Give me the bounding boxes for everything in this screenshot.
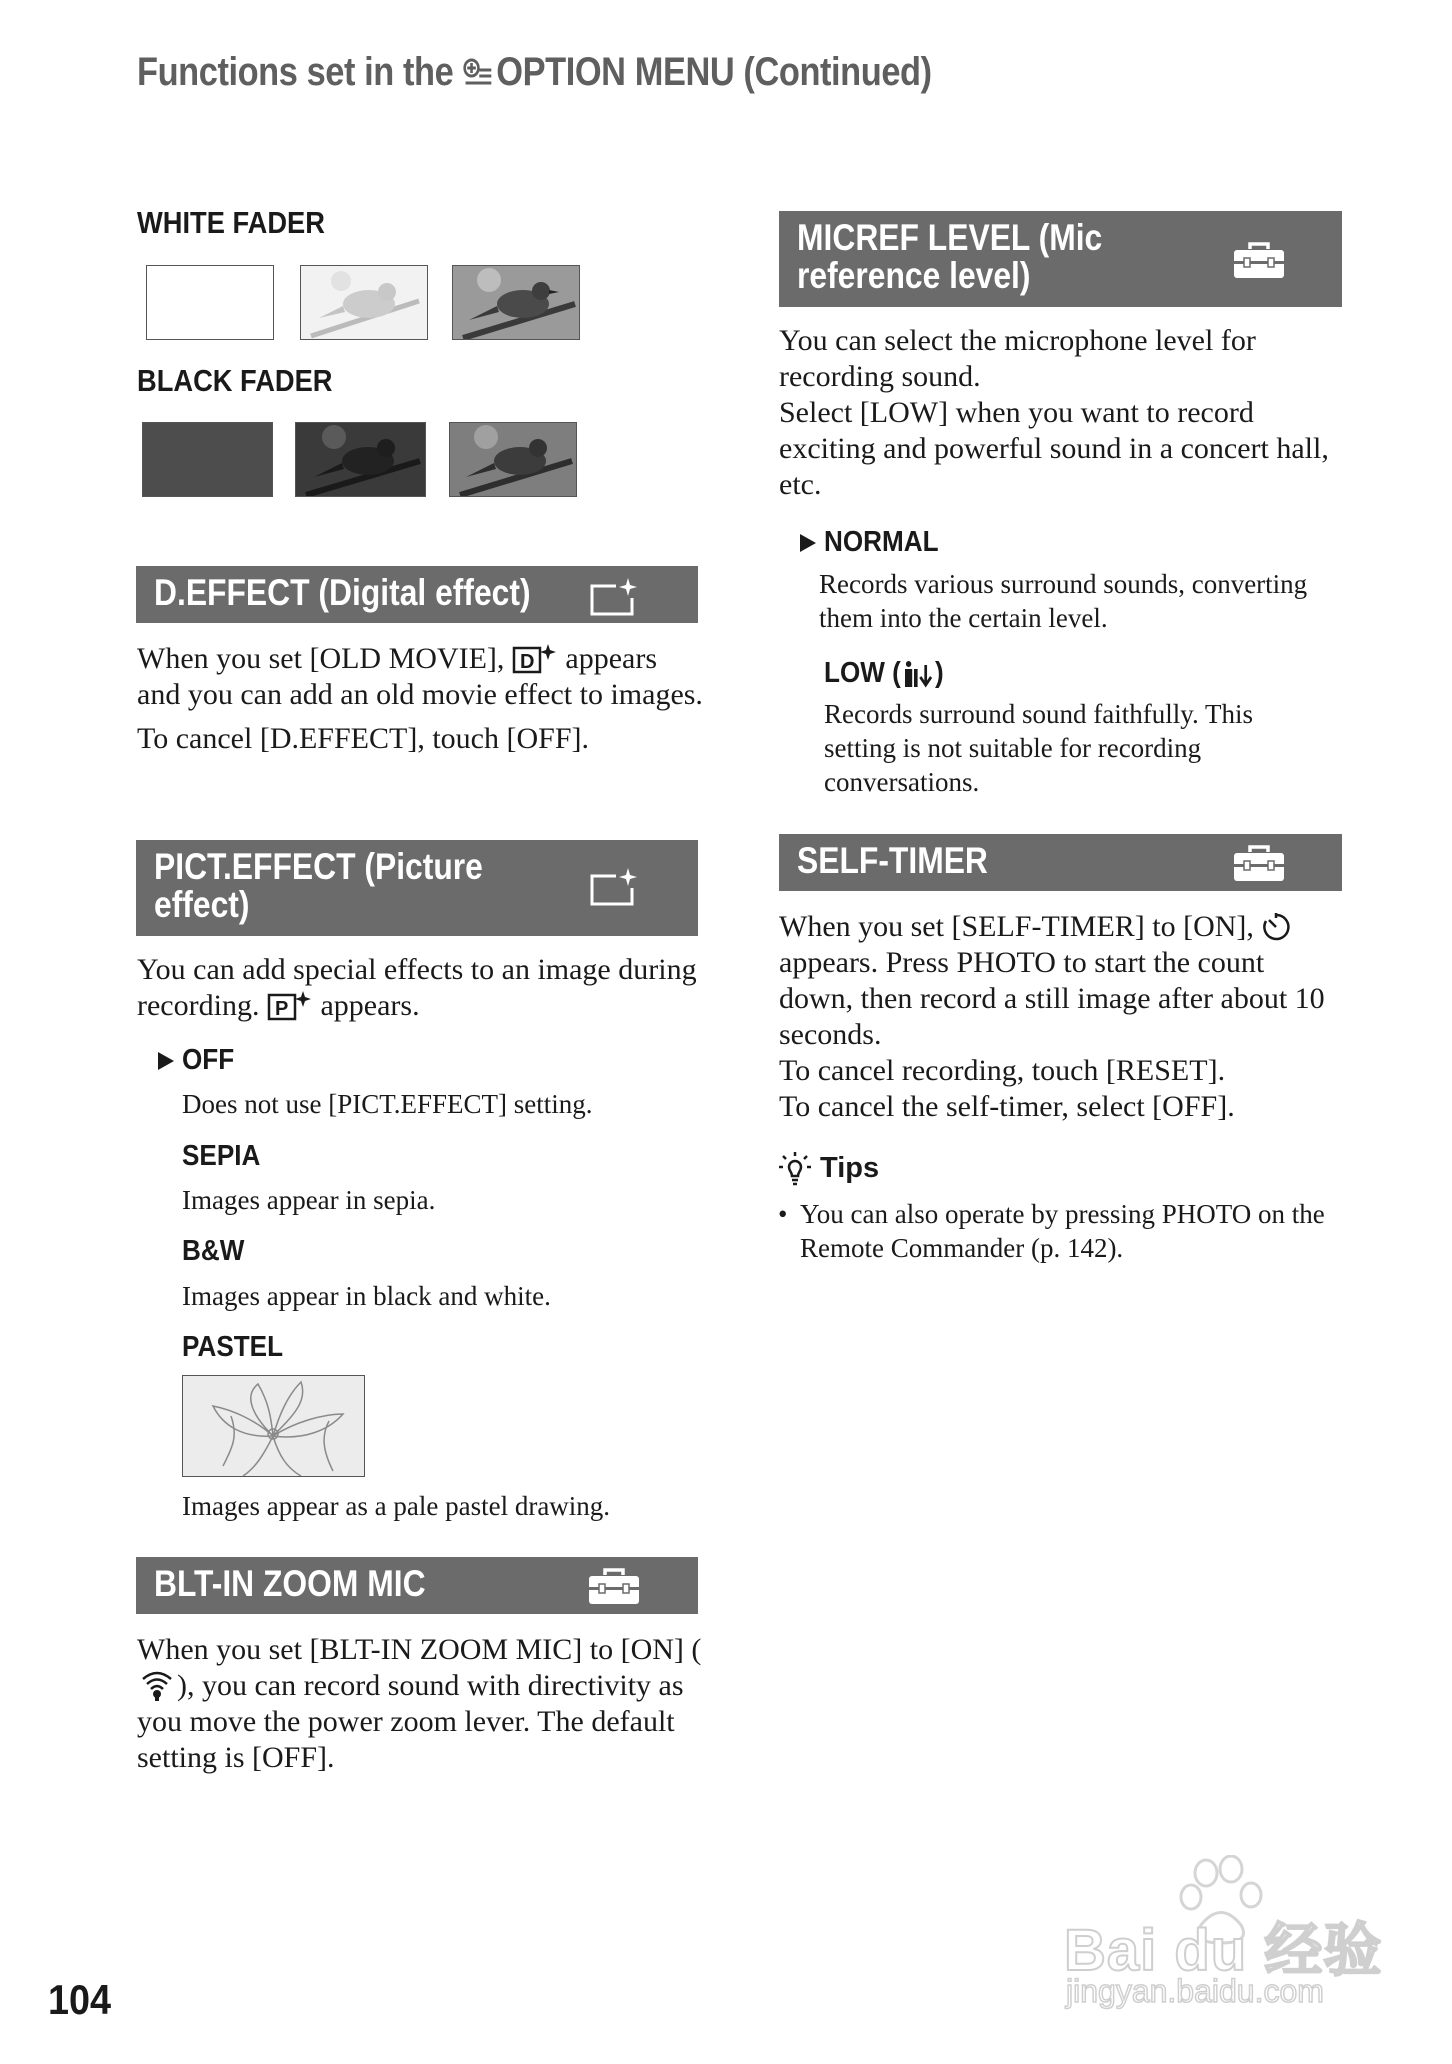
lightbulb-icon	[778, 1150, 812, 1186]
d-effect-icon	[512, 642, 558, 674]
sparkle-frame-icon	[588, 866, 638, 908]
page-number: 104	[48, 1976, 112, 2023]
toolbox-icon	[587, 1567, 641, 1607]
self-timer-heading: SELF-TIMER	[797, 840, 988, 881]
micref-option-low-name: LOW ( )	[824, 657, 944, 689]
pict-option-off-name: OFF	[182, 1044, 235, 1076]
black-fader-frame-1	[142, 422, 273, 497]
self-timer-cancel-timer: To cancel the self-timer, select [OFF].	[779, 1090, 1235, 1123]
pict-effect-intro: You can add special effects to an image during recording. P appears.	[137, 953, 697, 1022]
micref-body	[779, 323, 1339, 503]
d-effect-body: When you set [OLD MOVIE], D appears and you can add an old movie effect to images. To cancel [D.EFFECT], touch [OFF].	[137, 641, 707, 757]
tips-item-text: You can also operate by pressing PHOTO on the Remote Commander (p. 142).	[800, 1199, 1325, 1263]
self-timer-heading-bar	[779, 834, 1342, 891]
option-menu-icon	[462, 56, 493, 90]
micref-heading-line1: MICREF LEVEL (Mic	[797, 217, 1103, 258]
self-timer-cancel-recording: To cancel recording, touch [RESET].	[779, 1054, 1226, 1087]
pict-option-bw-name: B&W	[182, 1235, 245, 1267]
black-fader-label: BLACK FADER	[137, 363, 333, 398]
d-effect-heading-bar	[136, 566, 698, 623]
tips-title: Tips	[820, 1151, 880, 1184]
pict-option-sepia-desc: Images appear in sepia.	[182, 1185, 436, 1215]
black-fader-frame-3	[449, 422, 577, 497]
bird-image-mid	[450, 423, 577, 497]
micref-para2: Select [LOW] when you want to record exciting and powerful sound in a concert hall, etc.	[779, 396, 1329, 501]
page-title-suffix: OPTION MENU (Continued)	[496, 50, 932, 94]
white-fader-frame-3	[452, 265, 580, 340]
tips-item	[778, 1197, 1328, 1265]
self-timer-body: When you set [SELF-TIMER] to [ON], appears. Press PHOTO to start the count down, then record a still image after about 10 seconds. To cancel recording, touch [RESET]. To cancel the self-timer, select [OFF].	[779, 909, 1339, 1125]
pict-option-bw-desc: Images appear in black and white.	[182, 1281, 551, 1311]
black-fader-frame-2	[295, 422, 426, 497]
bird-image-dark	[296, 423, 426, 497]
micref-option-low-desc: Records surround sound faithfully. This setting is not suitable for recording conversations.	[824, 699, 1253, 797]
zoom-mic-body: When you set [BLT-IN ZOOM MIC] to [ON] (), you can record sound with directivity as you move the power zoom lever. The default setting is [OFF].	[137, 1633, 702, 1774]
white-fader-label: WHITE FADER	[137, 205, 325, 240]
pict-option-pastel-desc: Images appear as a pale pastel drawing.	[182, 1491, 611, 1521]
pict-effect-heading-line1: PICT.EFFECT (Picture	[154, 846, 483, 887]
pict-effect-heading-line2: effect)	[154, 884, 250, 925]
page-title-prefix: Functions set in the	[137, 50, 454, 94]
p-effect-icon	[267, 989, 313, 1021]
pict-effect-heading-bar	[136, 840, 698, 936]
tips-header	[778, 1150, 879, 1186]
self-timer-icon	[1261, 912, 1291, 942]
d-effect-heading: D.EFFECT (Digital effect)	[154, 572, 531, 613]
bird-image-faded	[301, 266, 428, 340]
sparkle-frame-icon	[588, 576, 638, 618]
d-effect-cancel-text: To cancel [D.EFFECT], touch [OFF].	[137, 722, 589, 755]
micref-heading-line2: reference level)	[797, 255, 1031, 296]
watermark-text: Bai du 经验	[1064, 1918, 1383, 1983]
bird-image	[453, 266, 580, 340]
pastel-sample-image	[182, 1375, 365, 1477]
micref-heading-bar	[779, 211, 1342, 307]
svg-text:P: P	[274, 998, 289, 1020]
lily-drawing	[183, 1376, 365, 1477]
mic-low-icon	[901, 659, 935, 689]
default-arrow-icon	[798, 532, 818, 554]
pict-option-off-desc: Does not use [PICT.EFFECT] setting.	[182, 1089, 593, 1119]
micref-para1: You can select the microphone level for recording sound.	[779, 324, 1256, 393]
zoom-mic-heading: BLT-IN ZOOM MIC	[154, 1563, 426, 1604]
baidu-watermark	[1056, 1855, 1386, 2015]
toolbox-icon	[1232, 844, 1286, 884]
white-fader-frame-1	[146, 265, 274, 340]
toolbox-icon	[1232, 241, 1286, 281]
white-fader-frame-2	[300, 265, 428, 340]
pict-option-pastel-name: PASTEL	[182, 1331, 284, 1363]
default-arrow-icon	[156, 1050, 176, 1072]
micref-option-normal-desc: Records various surround sounds, converting them into the certain level.	[819, 569, 1308, 633]
page-title	[137, 50, 932, 95]
zoom-mic-heading-bar	[136, 1557, 698, 1614]
watermark-url: jingyan.baidu.com	[1066, 1973, 1324, 2009]
svg-text:D: D	[519, 651, 535, 673]
pict-option-sepia-name: SEPIA	[182, 1140, 261, 1172]
zoom-mic-icon	[137, 1669, 177, 1701]
tips-bullet: •	[778, 1199, 788, 1229]
micref-option-normal-name: NORMAL	[824, 526, 939, 558]
